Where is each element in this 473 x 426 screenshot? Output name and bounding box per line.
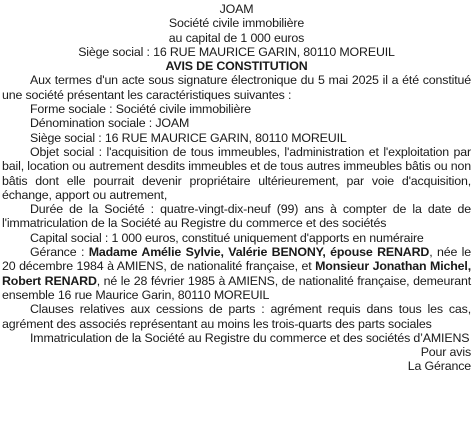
gerant2-name: Monsieur Jonathan Michel, Robert RENARD xyxy=(2,259,471,288)
immatriculation-line: Immatriculation de la Société au Registre du commerce et des sociétés d’AMIENS xyxy=(30,330,470,345)
signature: La Gérance xyxy=(407,359,471,374)
siege-line: Siège social : 16 RUE MAURICE GARIN, 80110 MOREUIL xyxy=(30,130,347,145)
duree-paragraph: Durée de la Société : quatre-vingt-dix-neuf (99) ans à compter de la date de l'immatriculation de la Société au Registre du commerce et des sociétés xyxy=(2,202,471,231)
company-siege: Siège social : 16 RUE MAURICE GARIN, 80110 MOREUIL xyxy=(78,44,395,59)
company-form: Société civile immobilière xyxy=(168,16,305,31)
capital-line: Capital social : 1 000 euros, constitué uniquement d'apports en numéraire xyxy=(30,230,424,245)
pour-avis: Pour avis xyxy=(420,345,471,360)
cessions-paragraph: Clauses relatives aux cessions de parts : agrément requis dans tous les cas, agrément des associés représentant au moins les trois-quarts des parts sociales xyxy=(2,302,471,331)
gerant1-name: Madame Amélie Sylvie, Valérie BENONY, épouse RENARD xyxy=(88,245,430,260)
gerance-prefix: Gérance : xyxy=(30,245,89,260)
denomination-line: Dénomination sociale : JOAM xyxy=(30,116,190,131)
forme-line: Forme sociale : Société civile immobilière xyxy=(30,102,251,117)
gerance-paragraph xyxy=(2,245,471,302)
gerant2-details: , né le 28 février 1985 à AMIENS, de nationalité française, demeurant ensemble 16 rue Maurice Garin, 80110 MOREUIL xyxy=(2,273,471,302)
company-name: JOAM xyxy=(219,2,254,16)
gerant1-details: , née le 20 décembre 1984 à AMIENS, de nationalité française, et xyxy=(2,245,471,274)
intro-paragraph: Aux termes d'un acte sous signature électronique du 5 mai 2025 il a été constitué une société présentant les caractéristiques suivantes : xyxy=(2,73,471,102)
company-capital: au capital de 1 000 euros xyxy=(168,30,305,45)
notice-title: AVIS DE CONSTITUTION xyxy=(165,59,308,74)
objet-paragraph: Objet social : l'acquisition de tous immeubles, l'administration et l'exploitation par bail, location ou autrement desdits immeubles et de tous autres immeubles bâtis ou non bâtis dont elle pourrait devenir propriétaire ultérieurement, par voie d'acquisition, échange, apport ou autrement, xyxy=(2,144,471,202)
